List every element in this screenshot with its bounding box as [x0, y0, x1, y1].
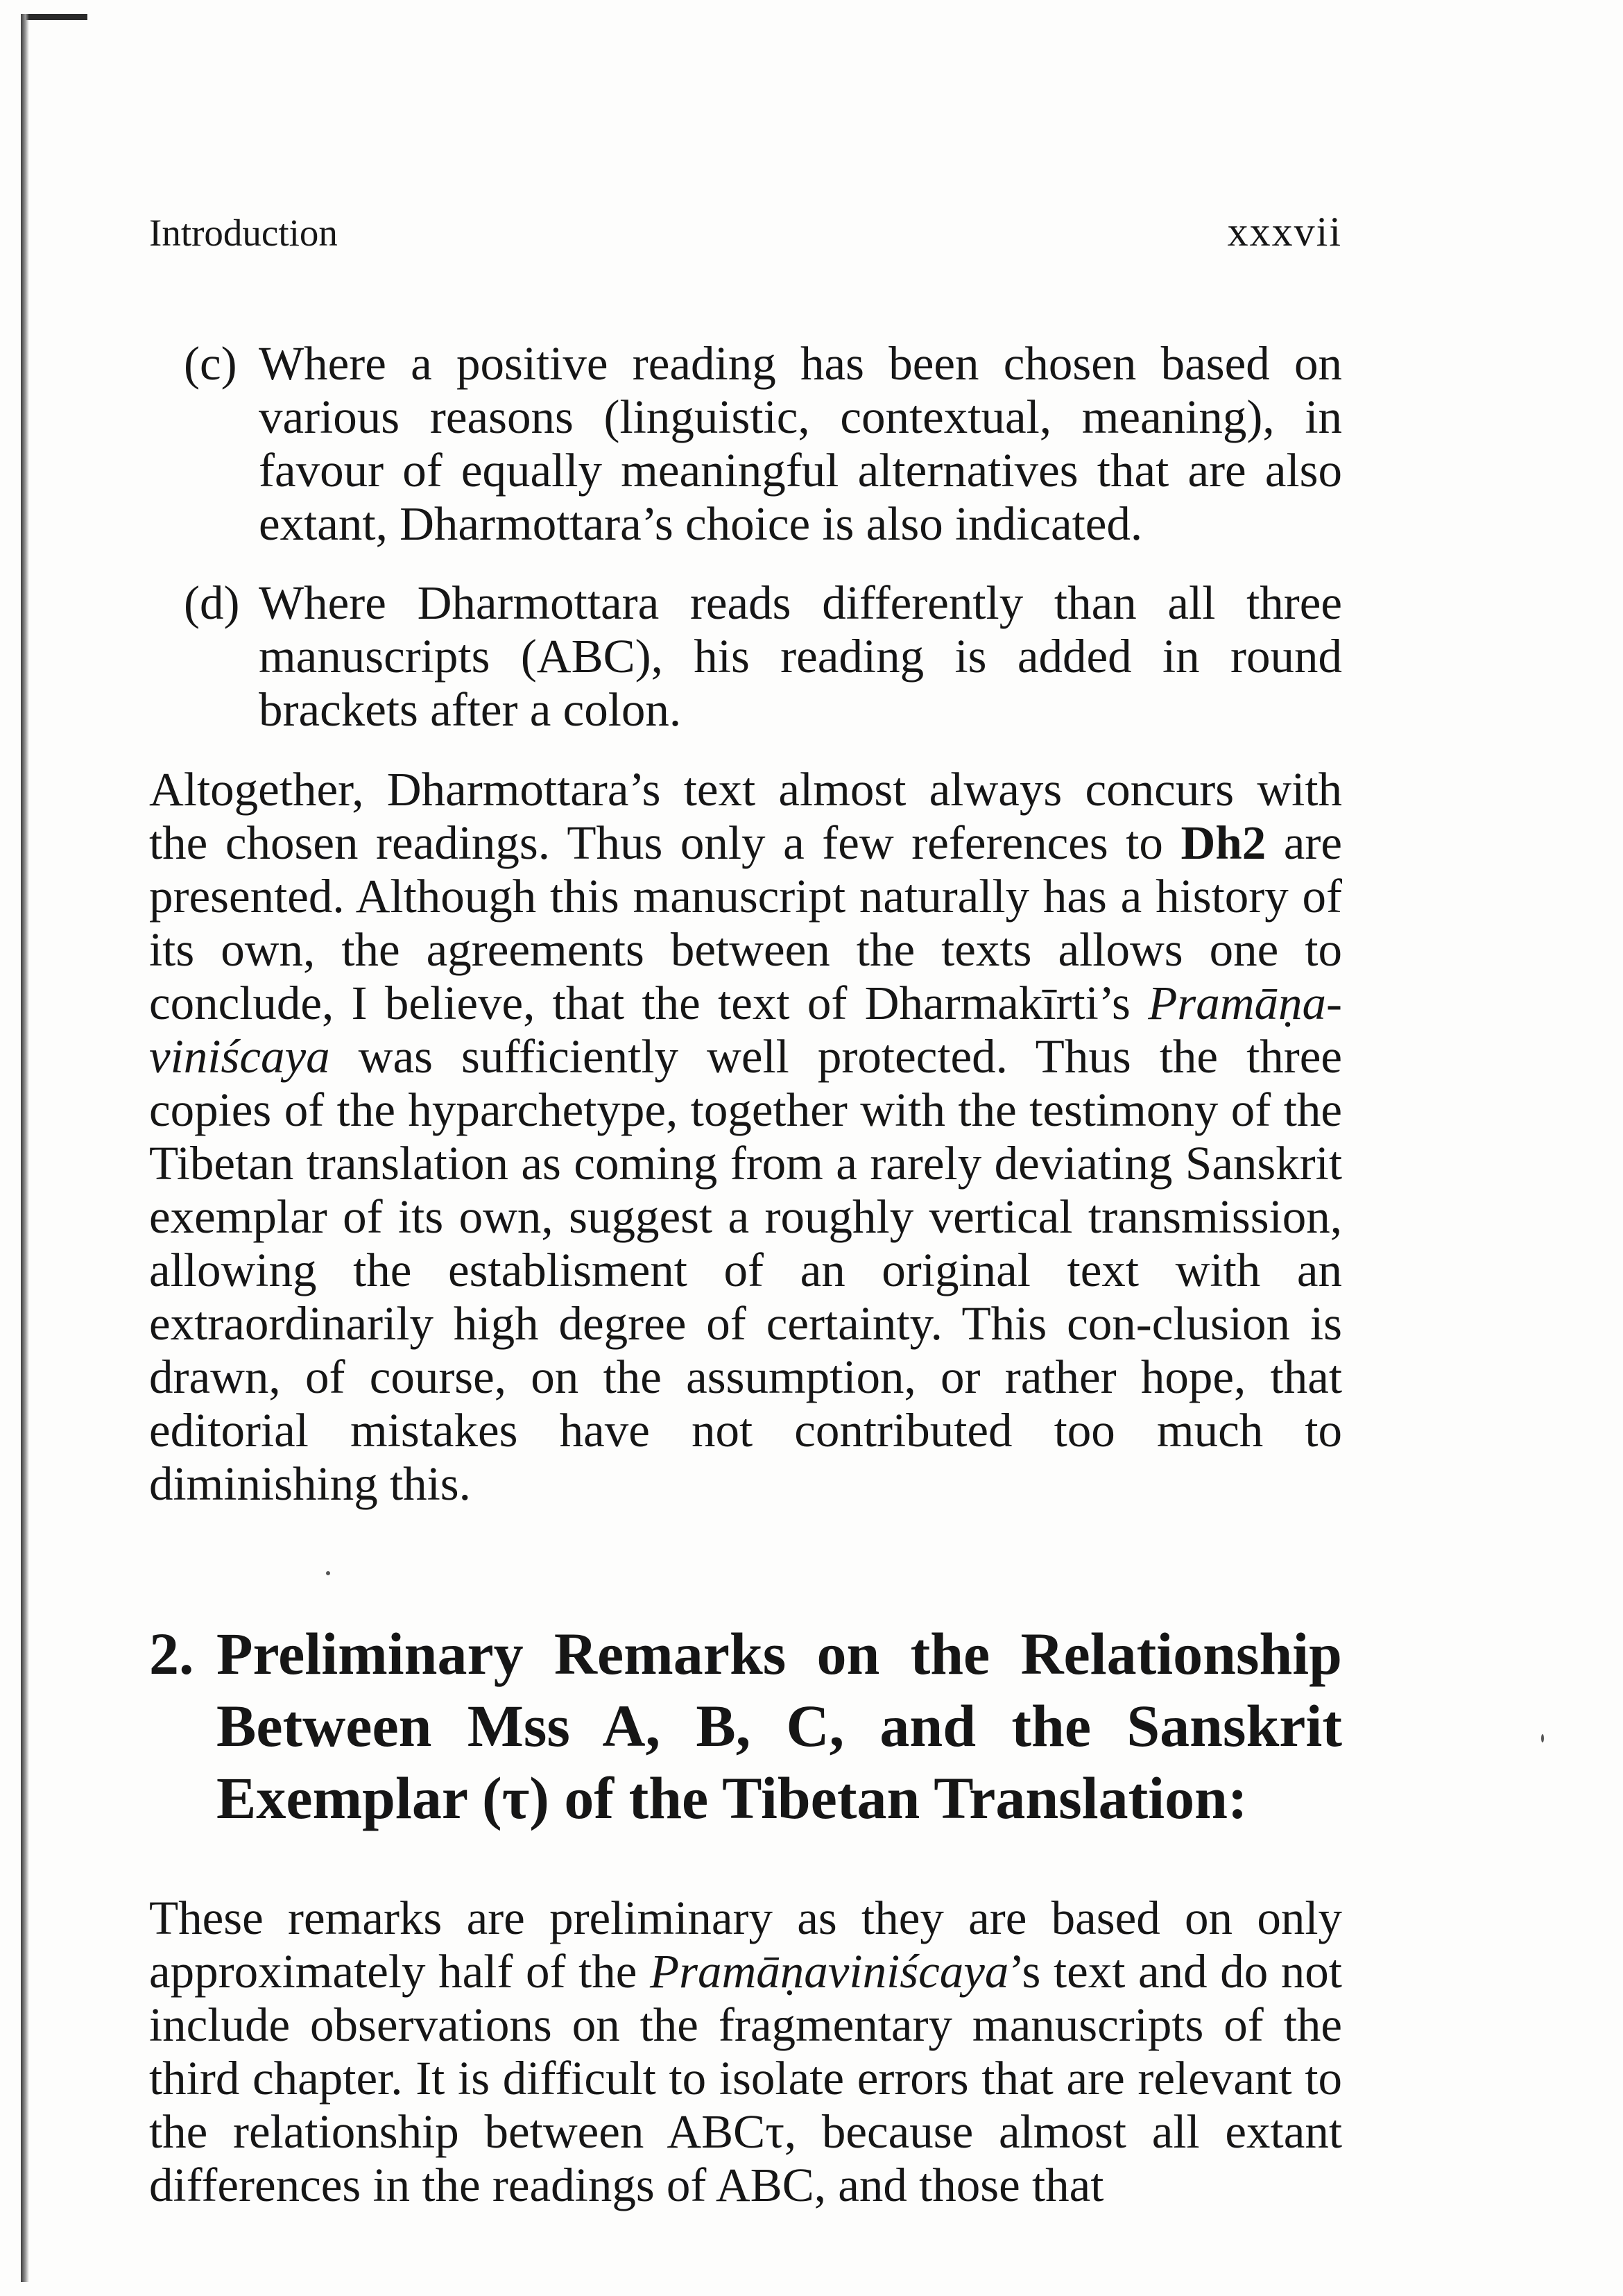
- list-item-text: Where Dharmottara reads differently than all three manuscripts (ABC), his reading is added in round brackets after a colon.: [259, 576, 1342, 736]
- scan-speck: [1541, 1734, 1544, 1742]
- criteria-list: [184, 337, 1342, 737]
- list-item-c: [184, 337, 1342, 551]
- work-title: Pramāṇa-viniścaya: [149, 977, 1342, 1083]
- list-marker: (d): [184, 576, 240, 629]
- running-head: [149, 208, 1342, 257]
- section-title: Preliminary Remarks on the Relationship Between Mss A, B, C, and the Sanskrit Exemplar (τ) of the Tibetan Translation:: [216, 1620, 1342, 1831]
- list-item-text: Where a positive reading has been chosen based on various reasons (linguistic, contextual, meaning), in favour of equally meaningful alternatives that are also extant, Dharmottara’s choice is also indicated.: [259, 337, 1342, 550]
- section-heading: [149, 1618, 1342, 1834]
- page-number: xxxvii: [1227, 209, 1342, 255]
- running-head-section: Introduction: [149, 212, 338, 254]
- binding-shadow-edge: [21, 14, 29, 2282]
- binding-shadow-top: [21, 14, 87, 20]
- paragraph-text: was sufficiently well protected. Thus the three copies of the hyparchetype, together with the testimony of the Tibetan translation as coming from a rarely deviating Sanskrit exemplar of its own, suggest a roughly vertical transmission, allowing the establisment of an original text with an extraordinarily high degree of certainty. This con-clusion is drawn, of course, on the assumption, or rather hope, that editorial mistakes have not contributed too much to diminishing this.: [149, 1030, 1342, 1510]
- siglum-dh2: Dh2: [1180, 816, 1266, 869]
- section-number: 2.: [149, 1620, 194, 1687]
- list-item-d: [184, 576, 1342, 737]
- body-paragraph-1: [149, 763, 1342, 1511]
- paragraph-text: ’s text and do not include observations on the fragmentary manuscripts of the third chapter. It is difficult to isolate errors that are relevant to the relationship between ABCτ, because almost all extant differences in the readings of ABC, and those that: [149, 1945, 1342, 2211]
- work-title: Pramāṇaviniścaya: [649, 1945, 1009, 1998]
- scan-speck: [326, 1571, 330, 1575]
- list-marker: (c): [184, 337, 237, 390]
- paragraph-text: are presented. Although this manuscript naturally has a history of its own, the agreements between the texts allows one to conclude, I believe, that the text of Dharmakīrti’s: [149, 816, 1343, 1029]
- paragraph-text: Altogether, Dharmottara’s text almost always concurs with the chosen readings. Thus only a few references to: [149, 763, 1342, 869]
- body-paragraph-2: [149, 1892, 1342, 2212]
- paragraph-text: These remarks are preliminary as they are based on only approximately half of the: [149, 1892, 1342, 1998]
